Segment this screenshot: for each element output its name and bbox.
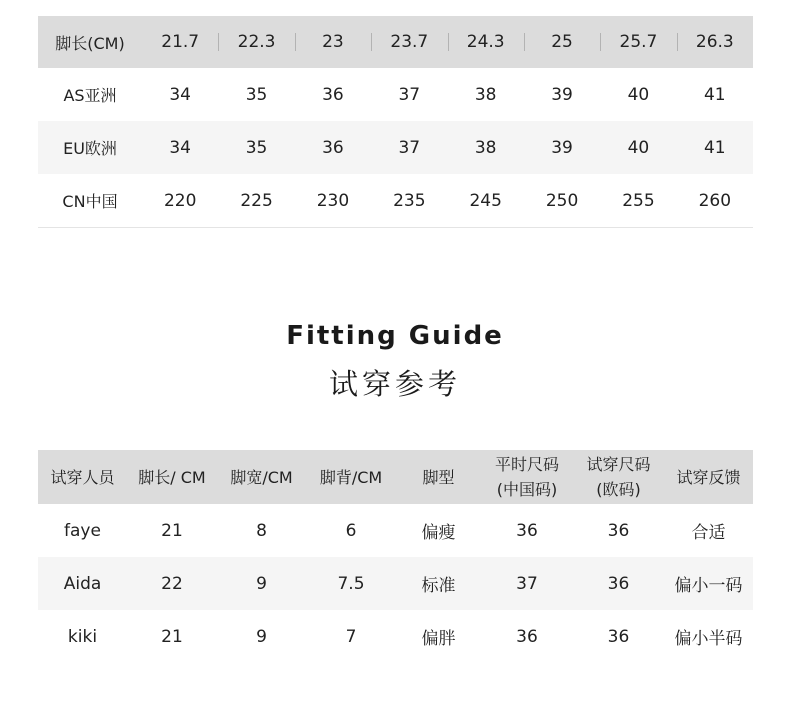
size-cell: 230 — [316, 190, 350, 211]
size-cell: 40 — [600, 121, 676, 174]
row-label: AS亚洲 — [63, 86, 117, 105]
table-cell: 7.5 — [306, 557, 396, 610]
length-cell: 25.7 — [600, 16, 676, 68]
size-cell: 255 — [622, 190, 655, 211]
size-cell: 245 — [469, 190, 502, 211]
table-cell: 偏小一码 — [664, 557, 753, 610]
length-cell: 22.3 — [218, 16, 294, 68]
size-cell: 220 — [163, 190, 197, 211]
column-header: 试穿尺码 (欧码) — [573, 450, 664, 504]
size-conversion-table — [38, 16, 753, 228]
table-cell: 22 — [127, 557, 217, 610]
tester-name: faye — [64, 520, 101, 541]
size-cell: 39 — [551, 84, 573, 105]
size-cell: 37 — [398, 84, 421, 105]
column-header: 脚宽/CM — [217, 450, 306, 504]
column-header: 脚型 — [396, 450, 481, 504]
table-cell: 7 — [345, 626, 357, 647]
size-row-eu — [38, 121, 753, 174]
size-cell: 40 — [627, 84, 650, 105]
size-cell: 225 — [240, 190, 273, 211]
fitting-row-aida — [38, 557, 753, 610]
table-cell: 6 — [345, 520, 357, 541]
table-cell: 36 — [607, 520, 630, 541]
size-cell: 39 — [524, 121, 600, 174]
table-cell: 偏瘦 — [421, 523, 456, 543]
size-cell: 235 — [393, 190, 426, 211]
table-cell: 21 — [161, 626, 183, 647]
size-cell: 41 — [703, 84, 726, 105]
length-cell: 23.7 — [371, 16, 447, 68]
table-cell: 9 — [256, 626, 267, 647]
size-cell: 250 — [545, 190, 579, 211]
table-cell: 合适 — [691, 523, 726, 543]
fitting-row-kiki — [38, 610, 753, 663]
table-cell: 偏小半码 — [674, 629, 743, 649]
table-cell: 21 — [161, 520, 183, 541]
size-cell: 36 — [295, 121, 371, 174]
column-header: 脚背/CM — [306, 450, 396, 504]
size-cell: 36 — [322, 84, 344, 105]
section-title-english: Fitting Guide — [286, 321, 504, 351]
column-header: 试穿人员 — [38, 450, 127, 504]
table-cell: 9 — [217, 557, 306, 610]
size-cell: 38 — [448, 121, 524, 174]
table-cell: 8 — [256, 520, 267, 541]
size-header-row — [38, 16, 753, 68]
length-cell: 24.3 — [448, 16, 524, 68]
section-title-chinese: 试穿参考 — [328, 367, 461, 401]
table-cell: 偏胖 — [421, 629, 456, 649]
size-row-cn — [38, 174, 753, 228]
table-cell: 36 — [607, 626, 630, 647]
table-cell: 36 — [516, 626, 538, 647]
size-cell: 37 — [371, 121, 447, 174]
size-cell: 35 — [245, 84, 268, 105]
size-cell: 260 — [698, 190, 732, 211]
length-cell: 21.7 — [142, 16, 218, 68]
foot-length-header: 脚长(CM) — [38, 16, 142, 68]
size-cell: 35 — [218, 121, 294, 174]
table-cell: 37 — [481, 557, 573, 610]
fitting-row-faye — [38, 504, 753, 557]
size-row-as — [38, 68, 753, 121]
tester-name: kiki — [67, 626, 98, 647]
fitting-guide-table — [38, 450, 753, 663]
table-cell: 36 — [573, 557, 664, 610]
size-cell: 38 — [474, 84, 497, 105]
length-cell: 26.3 — [677, 16, 753, 68]
tester-name: Aida — [38, 557, 127, 610]
size-cell: 41 — [677, 121, 753, 174]
fitting-header-row — [38, 450, 753, 504]
column-header: 平时尺码 (中国码) — [481, 450, 573, 504]
size-cell: 34 — [169, 84, 191, 105]
size-cell: 34 — [142, 121, 218, 174]
table-cell: 标准 — [396, 557, 481, 610]
row-label: CN中国 — [62, 192, 118, 211]
column-header: 脚长/ CM — [127, 450, 217, 504]
length-cell: 23 — [295, 16, 371, 68]
row-label: EU欧洲 — [38, 121, 142, 174]
table-cell: 36 — [516, 520, 538, 541]
length-cell: 25 — [524, 16, 600, 68]
column-header: 试穿反馈 — [664, 450, 753, 504]
